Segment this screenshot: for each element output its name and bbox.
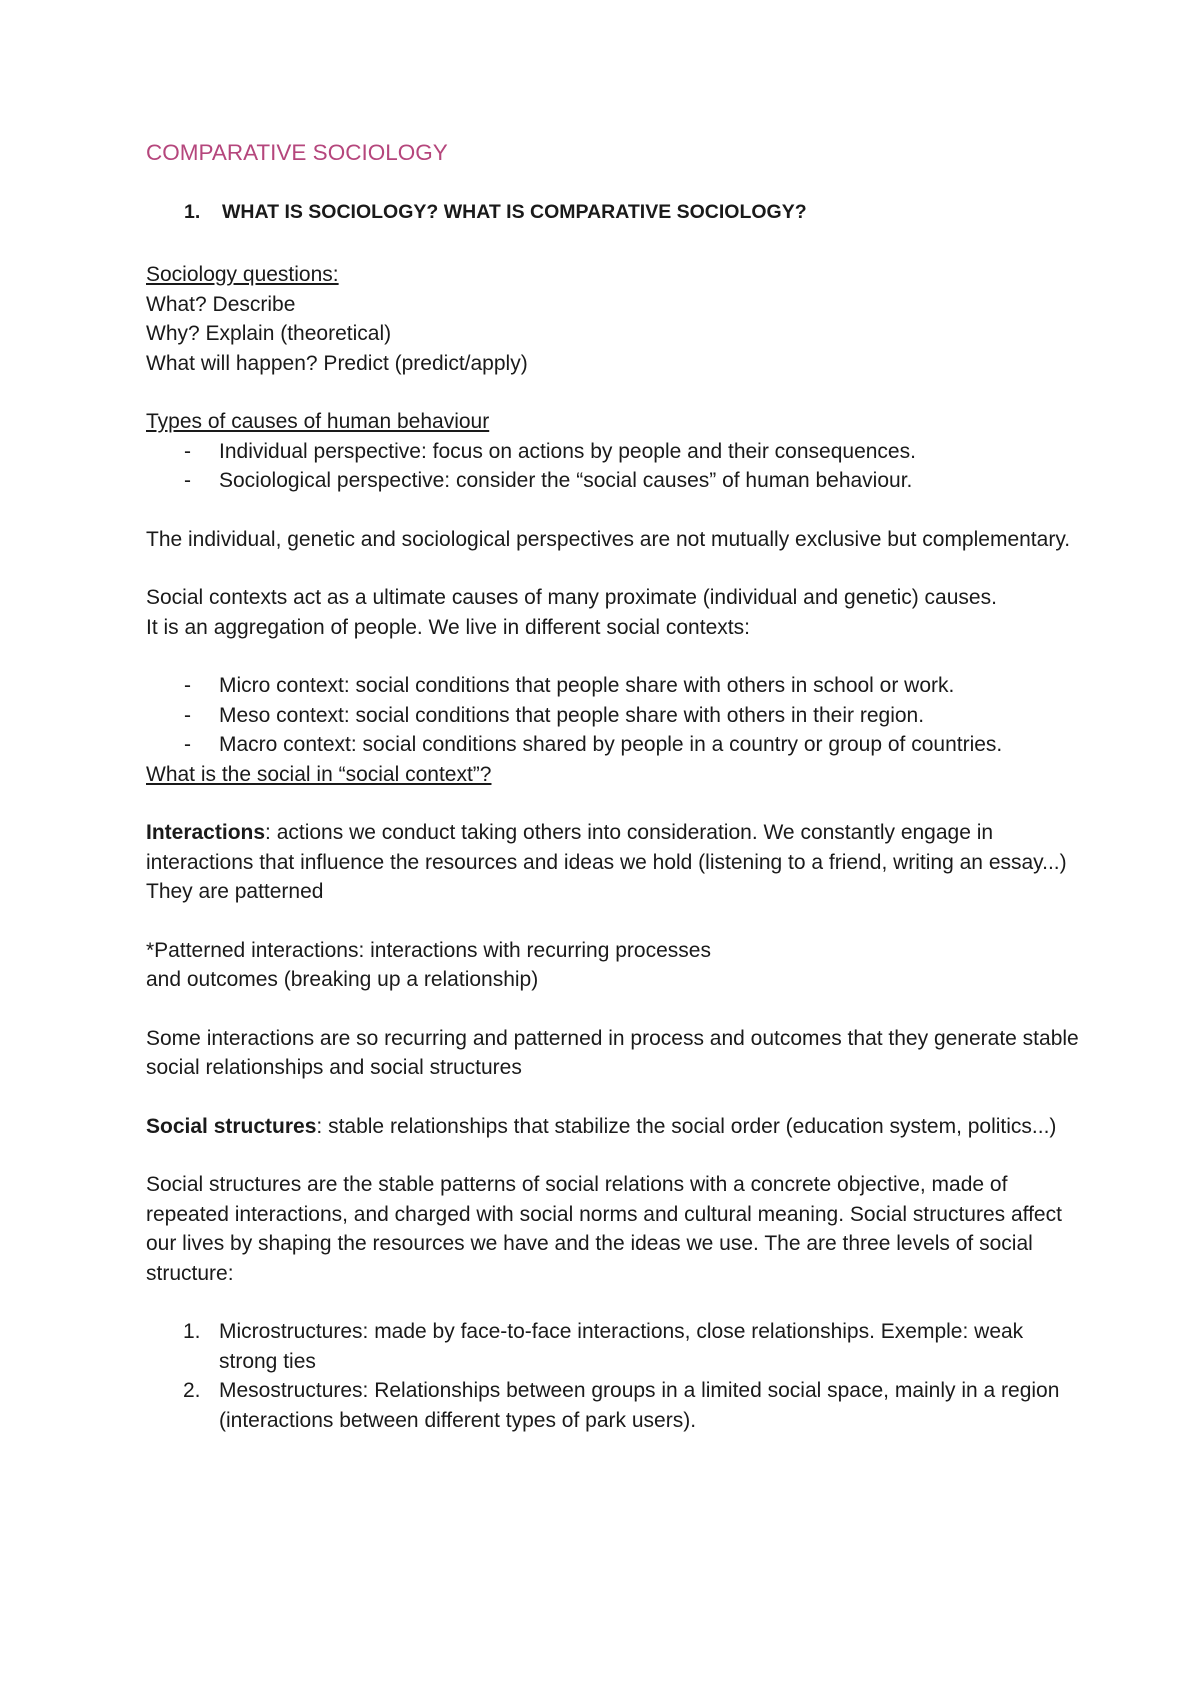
- sociology-questions: [146, 260, 1086, 378]
- document-body: [146, 138, 1086, 1435]
- section-heading-text: WHAT IS SOCIOLOGY? WHAT IS COMPARATIVE SOCIOLOGY?: [222, 200, 807, 223]
- causes-list: [146, 437, 1086, 496]
- causes-heading: Types of causes of human behaviour: [146, 410, 490, 433]
- interactions-term: Interactions: [146, 821, 266, 844]
- questions-heading: Sociology questions:: [146, 263, 339, 286]
- question-line: Why? Explain (theoretical): [146, 322, 392, 345]
- paragraph-perspectives: The individual, genetic and sociological perspectives are not mutually exclusive but complementary.: [146, 527, 1071, 551]
- social-structures-term: Social structures: [146, 1114, 317, 1138]
- interactions-definition: : actions we conduct taking others into consideration. We constantly engage in interactions that influence the resources and ideas we hold (listening to a friend, writing an essay...) They are patterned: [146, 821, 1067, 903]
- interactions-paragraph: [146, 818, 1086, 907]
- question-line: What? Describe: [146, 292, 296, 316]
- dash-bullet: -: [184, 703, 191, 727]
- levels-list: [146, 1317, 1086, 1435]
- paragraph-contexts: [146, 583, 1086, 642]
- social-context-heading: What is the social in “social context”?: [146, 762, 492, 786]
- list-item-text: Macro context: social conditions shared by people in a country or group of countries.: [219, 733, 1003, 756]
- list-item-text: Meso context: social conditions that people share with others in their region.: [219, 703, 925, 727]
- list-item: [146, 437, 1086, 467]
- causes-section: [146, 407, 1086, 496]
- contexts-list: [146, 671, 1086, 760]
- paragraph-line: Social contexts act as a ultimate causes of many proximate (individual and genetic) causes.: [146, 586, 997, 609]
- list-number: 1.: [183, 1320, 201, 1343]
- paragraph-structures: Social structures are the stable patterns of social relations with a concrete objective, made of repeated interactions, and charged with social norms and cultural meaning. Social structures affect our lives by shaping the resources we have and the ideas we use. The are three levels of social structure:: [146, 1173, 1062, 1285]
- list-item: [146, 466, 1086, 496]
- list-item-text: Individual perspective: focus on actions by people and their consequences.: [219, 439, 916, 463]
- question-line: What will happen? Predict (predict/apply): [146, 351, 528, 375]
- list-item-text: Micro context: social conditions that people share with others in school or work.: [219, 674, 955, 697]
- document-title: COMPARATIVE SOCIOLOGY: [146, 140, 448, 165]
- list-item-text: Mesostructures: Relationships between groups in a limited social space, mainly in a region (interactions between different types of park users).: [219, 1379, 1060, 1432]
- social-structures-definition: : stable relationships that stabilize the social order (education system, politics...): [316, 1114, 1057, 1138]
- list-item: [146, 730, 1086, 760]
- patterned-line: and outcomes (breaking up a relationship): [146, 968, 539, 991]
- section-heading: [146, 198, 1086, 228]
- list-item-text: Sociological perspective: consider the “social causes” of human behaviour.: [219, 469, 913, 492]
- list-number: 2.: [183, 1379, 201, 1402]
- list-item: [146, 671, 1086, 701]
- paragraph-recurring: Some interactions are so recurring and patterned in process and outcomes that they generate stable social relationships and social structures: [146, 1026, 1079, 1079]
- section-number: 1.: [184, 200, 201, 223]
- list-item: [146, 1376, 1086, 1435]
- dash-bullet: -: [184, 674, 191, 697]
- list-item-text: Microstructures: made by face-to-face interactions, close relationships. Exemple: weak strong ties: [219, 1320, 1024, 1373]
- social-structures-paragraph: [146, 1112, 1086, 1142]
- list-item: [146, 701, 1086, 731]
- patterned-note: [146, 936, 1086, 995]
- dash-bullet: -: [184, 733, 191, 756]
- dash-bullet: -: [184, 469, 191, 492]
- list-item: [146, 1317, 1086, 1376]
- patterned-line: *Patterned interactions: interactions with recurring processes: [146, 938, 711, 962]
- paragraph-line: It is an aggregation of people. We live in different social contexts:: [146, 615, 750, 639]
- dash-bullet: -: [184, 439, 191, 463]
